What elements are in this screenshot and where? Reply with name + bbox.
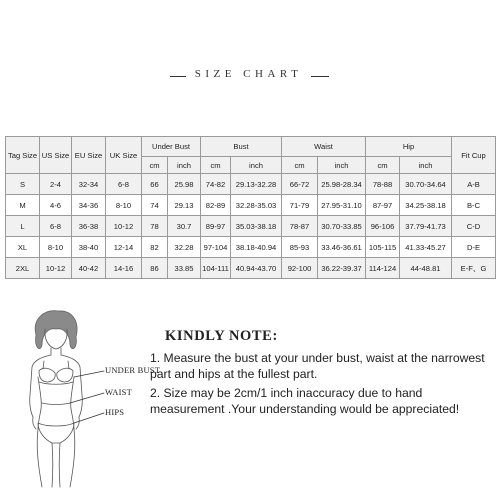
- table-cell: 38.18-40.94: [231, 237, 282, 258]
- table-cell: 96-106: [366, 216, 400, 237]
- table-cell: 27.95-31.10: [318, 195, 366, 216]
- table-cell: 25.98: [168, 174, 201, 195]
- kindly-note-title: KINDLY NOTE:: [165, 328, 278, 344]
- table-cell: 29.13-32.28: [231, 174, 282, 195]
- table-cell: 71-79: [282, 195, 318, 216]
- header-tag-size: Tag Size: [6, 137, 40, 174]
- subheader-cm: cm: [142, 157, 168, 174]
- table-cell: 6-8: [106, 174, 142, 195]
- table-cell: 40-42: [72, 258, 106, 279]
- table-cell: 87-97: [366, 195, 400, 216]
- table-cell: 66: [142, 174, 168, 195]
- table-cell: 34.25-38.18: [400, 195, 452, 216]
- table-cell: 74-82: [201, 174, 231, 195]
- table-cell: 114-124: [366, 258, 400, 279]
- table-cell: 8-10: [40, 237, 72, 258]
- table-cell: L: [6, 216, 40, 237]
- header-us-size: US Size: [40, 137, 72, 174]
- table-cell: 78-87: [282, 216, 318, 237]
- table-cell: 30.70-33.85: [318, 216, 366, 237]
- table-cell: 32.28-35.03: [231, 195, 282, 216]
- table-cell: 44-48.81: [400, 258, 452, 279]
- table-cell: 2XL: [6, 258, 40, 279]
- table-cell: S: [6, 174, 40, 195]
- hips-label: HIPS: [105, 407, 125, 417]
- table-cell: 8-10: [106, 195, 142, 216]
- woman-silhouette-illustration: [20, 305, 170, 495]
- size-chart-header: [0, 66, 500, 86]
- table-cell: 36.22-39.37: [318, 258, 366, 279]
- table-row-2xl: [6, 258, 496, 279]
- subheader-inch: inch: [168, 157, 201, 174]
- under-bust-label: UNDER BUST: [105, 365, 161, 375]
- table-cell: 41.33-45.27: [400, 237, 452, 258]
- header-rule-right: [311, 76, 329, 77]
- table-cell: 37.79-41.73: [400, 216, 452, 237]
- table-cell: 104-111: [201, 258, 231, 279]
- table-cell: 82-89: [201, 195, 231, 216]
- table-row-s: [6, 174, 496, 195]
- table-cell: 10-12: [40, 258, 72, 279]
- table-cell: 14-16: [106, 258, 142, 279]
- table-cell: 82: [142, 237, 168, 258]
- header-uk-size: UK Size: [106, 137, 142, 174]
- size-chart-table: [5, 136, 496, 279]
- subheader-cm: cm: [201, 157, 231, 174]
- note-item-1-line-1: 1. Measure the bust at your under bust, waist at the narrowest: [150, 351, 485, 365]
- header-eu-size: EU Size: [72, 137, 106, 174]
- table-cell: A-B: [452, 174, 496, 195]
- note-item-1-line-2: part and hips at the fullest part.: [150, 367, 318, 381]
- table-row-xl: [6, 237, 496, 258]
- table-cell: 4-6: [40, 195, 72, 216]
- measurement-figure: [20, 305, 170, 495]
- table-cell: 12-14: [106, 237, 142, 258]
- size-chart-title: SIZE CHART: [194, 68, 303, 80]
- table-cell: 34-36: [72, 195, 106, 216]
- table-cell: 32-34: [72, 174, 106, 195]
- table-cell: M: [6, 195, 40, 216]
- table-cell: B-C: [452, 195, 496, 216]
- note-item-1: [150, 350, 485, 382]
- subheader-inch: inch: [400, 157, 452, 174]
- table-cell: 97-104: [201, 237, 231, 258]
- table-cell: 10-12: [106, 216, 142, 237]
- table-cell: 35.03-38.18: [231, 216, 282, 237]
- note-item-2-line-1: 2. Size may be 2cm/1 inch inaccuracy due to hand: [150, 386, 423, 400]
- table-cell: 85-93: [282, 237, 318, 258]
- table-cell: D-E: [452, 237, 496, 258]
- header-under-bust: Under Bust: [142, 137, 201, 157]
- header-bust: Bust: [201, 137, 282, 157]
- subheader-cm: cm: [282, 157, 318, 174]
- subheader-inch: inch: [318, 157, 366, 174]
- table-cell: 89-97: [201, 216, 231, 237]
- table-cell: 30.7: [168, 216, 201, 237]
- table-cell: E-F、G: [452, 258, 496, 279]
- table-row-l: [6, 216, 496, 237]
- note-item-2-line-2: measurement .Your understanding would be appreciated!: [150, 402, 460, 416]
- table-row-m: [6, 195, 496, 216]
- header-rule-left: [170, 76, 186, 77]
- subheader-inch: inch: [231, 157, 282, 174]
- note-item-2: [150, 385, 459, 417]
- table-cell: 92-100: [282, 258, 318, 279]
- table-cell: 105-115: [366, 237, 400, 258]
- header-waist: Waist: [282, 137, 366, 157]
- table-cell: 32.28: [168, 237, 201, 258]
- table-cell: 6-8: [40, 216, 72, 237]
- table-cell: 29.13: [168, 195, 201, 216]
- header-fit-cup: Fit Cup: [452, 137, 496, 174]
- table-cell: 38-40: [72, 237, 106, 258]
- table-cell: 2-4: [40, 174, 72, 195]
- table-cell: 40.94-43.70: [231, 258, 282, 279]
- table-cell: 78-88: [366, 174, 400, 195]
- table-cell: C-D: [452, 216, 496, 237]
- table-cell: 25.98-28.34: [318, 174, 366, 195]
- subheader-cm: cm: [366, 157, 400, 174]
- table-cell: 30.70-34.64: [400, 174, 452, 195]
- waist-label: WAIST: [105, 387, 132, 397]
- table-cell: 33.46-36.61: [318, 237, 366, 258]
- table-header-row: [6, 137, 496, 157]
- table-cell: 74: [142, 195, 168, 216]
- table-cell: 36-38: [72, 216, 106, 237]
- header-hip: Hip: [366, 137, 452, 157]
- table-cell: 86: [142, 258, 168, 279]
- table-cell: XL: [6, 237, 40, 258]
- table-cell: 78: [142, 216, 168, 237]
- table-cell: 33.85: [168, 258, 201, 279]
- table-cell: 66-72: [282, 174, 318, 195]
